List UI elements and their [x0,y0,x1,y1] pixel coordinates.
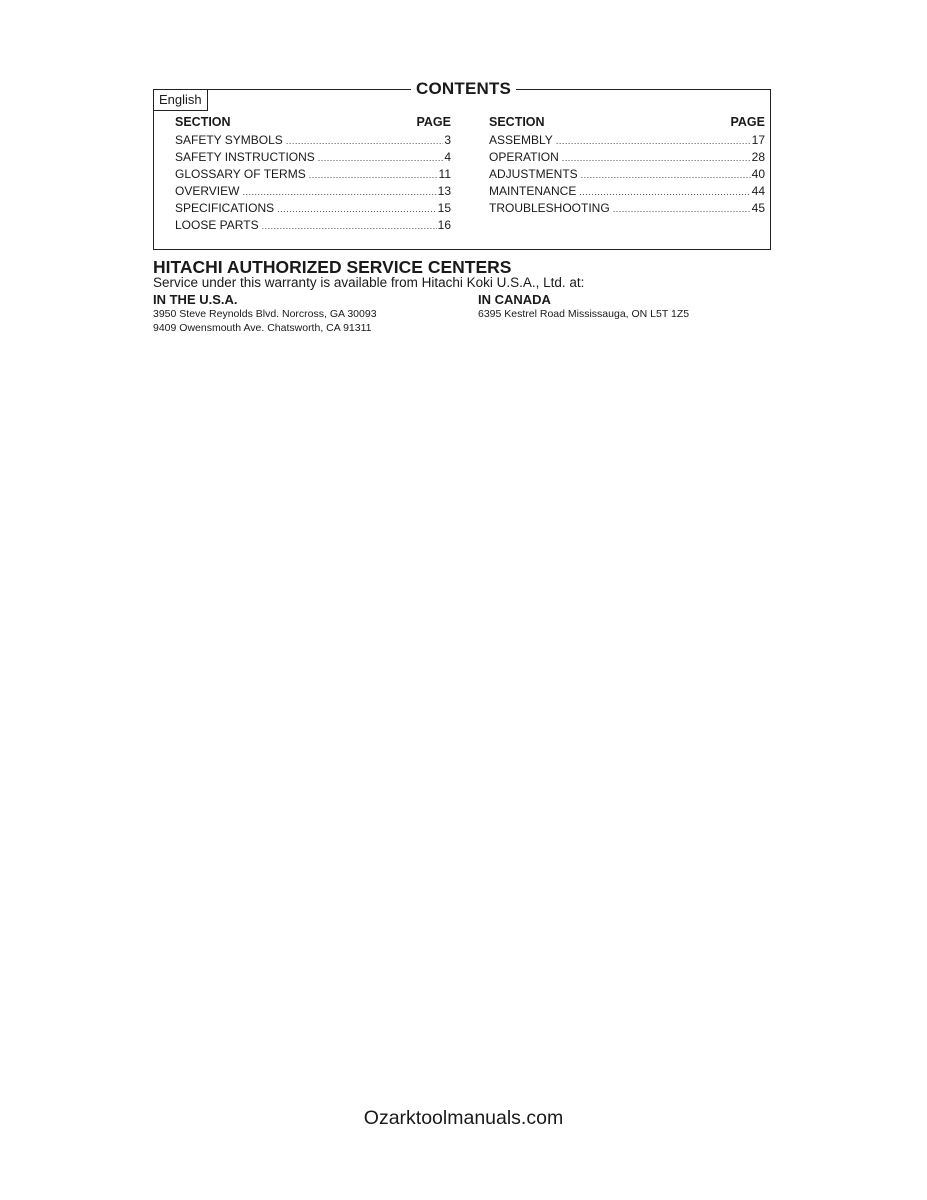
toc-item-troubleshooting[interactable] [489,200,765,217]
page-header: PAGE [416,115,451,129]
toc-leader-dots [556,133,751,150]
toc-item-page: 44 [751,184,765,198]
toc-header [175,114,451,131]
toc-right-column [489,114,765,217]
usa-heading: IN THE U.S.A. [153,292,238,307]
page-header: PAGE [730,115,765,129]
toc-leader-dots [262,218,437,235]
toc-leader-dots [581,167,751,184]
toc-item-page: 13 [437,184,451,198]
toc-item-name: SAFETY SYMBOLS [175,133,283,147]
service-centers-subtitle: Service under this warranty is available from Hitachi Koki U.S.A., Ltd. at: [153,275,585,290]
toc-item-page: 40 [751,167,765,181]
toc-leader-dots [318,150,444,167]
toc-item-specifications[interactable] [175,200,451,217]
toc-leader-dots [309,167,438,184]
language-tab: English [154,90,208,111]
toc-item-page: 17 [751,133,765,147]
toc-item-safety-symbols[interactable] [175,132,451,149]
canada-heading: IN CANADA [478,292,551,307]
toc-item-operation[interactable] [489,149,765,166]
toc-item-name: ADJUSTMENTS [489,167,578,181]
toc-item-overview[interactable] [175,183,451,200]
toc-leader-dots [562,150,751,167]
contents-box [153,79,771,250]
toc-leader-dots [579,184,750,201]
toc-item-name: SAFETY INSTRUCTIONS [175,150,315,164]
toc-item-page: 3 [444,133,451,147]
toc-item-assembly[interactable] [489,132,765,149]
footer-website: Ozarktoolmanuals.com [363,1107,564,1129]
toc-item-page: 45 [751,201,765,215]
toc-item-page: 4 [444,150,451,164]
toc-leader-dots [613,201,751,218]
toc-item-page: 28 [751,150,765,164]
toc-item-glossary-of-terms[interactable] [175,166,451,183]
toc-item-name: SPECIFICATIONS [175,201,275,215]
toc-item-name: GLOSSARY OF TERMS [175,167,306,181]
canada-address-1: 6395 Kestrel Road Mississauga, ON L5T 1Z5 [478,308,690,320]
toc-item-name: ASSEMBLY [489,133,553,147]
toc-leader-dots [286,133,444,150]
toc-item-safety-instructions[interactable] [175,149,451,166]
toc-item-name: OVERVIEW [175,184,240,198]
toc-item-page: 15 [437,201,451,215]
toc-item-name: LOOSE PARTS [175,218,259,232]
usa-address-1: 3950 Steve Reynolds Blvd. Norcross, GA 30093 [153,308,377,320]
toc-item-page: 11 [438,167,451,181]
toc-header [489,114,765,131]
section-header: SECTION [489,115,545,129]
toc-item-maintenance[interactable] [489,183,765,200]
section-header: SECTION [175,115,231,129]
toc-item-loose-parts[interactable] [175,217,451,234]
toc-item-adjustments[interactable] [489,166,765,183]
contents-title: CONTENTS [411,79,516,99]
toc-item-page: 16 [437,218,451,232]
toc-left-column [175,114,451,234]
toc-item-name: OPERATION [489,150,559,164]
toc-leader-dots [242,184,436,201]
toc-leader-dots [277,201,437,218]
usa-address-2: 9409 Owensmouth Ave. Chatsworth, CA 91311 [153,322,372,334]
toc-item-name: MAINTENANCE [489,184,577,198]
toc-item-name: TROUBLESHOOTING [489,201,610,215]
service-centers-title: HITACHI AUTHORIZED SERVICE CENTERS [153,257,512,277]
